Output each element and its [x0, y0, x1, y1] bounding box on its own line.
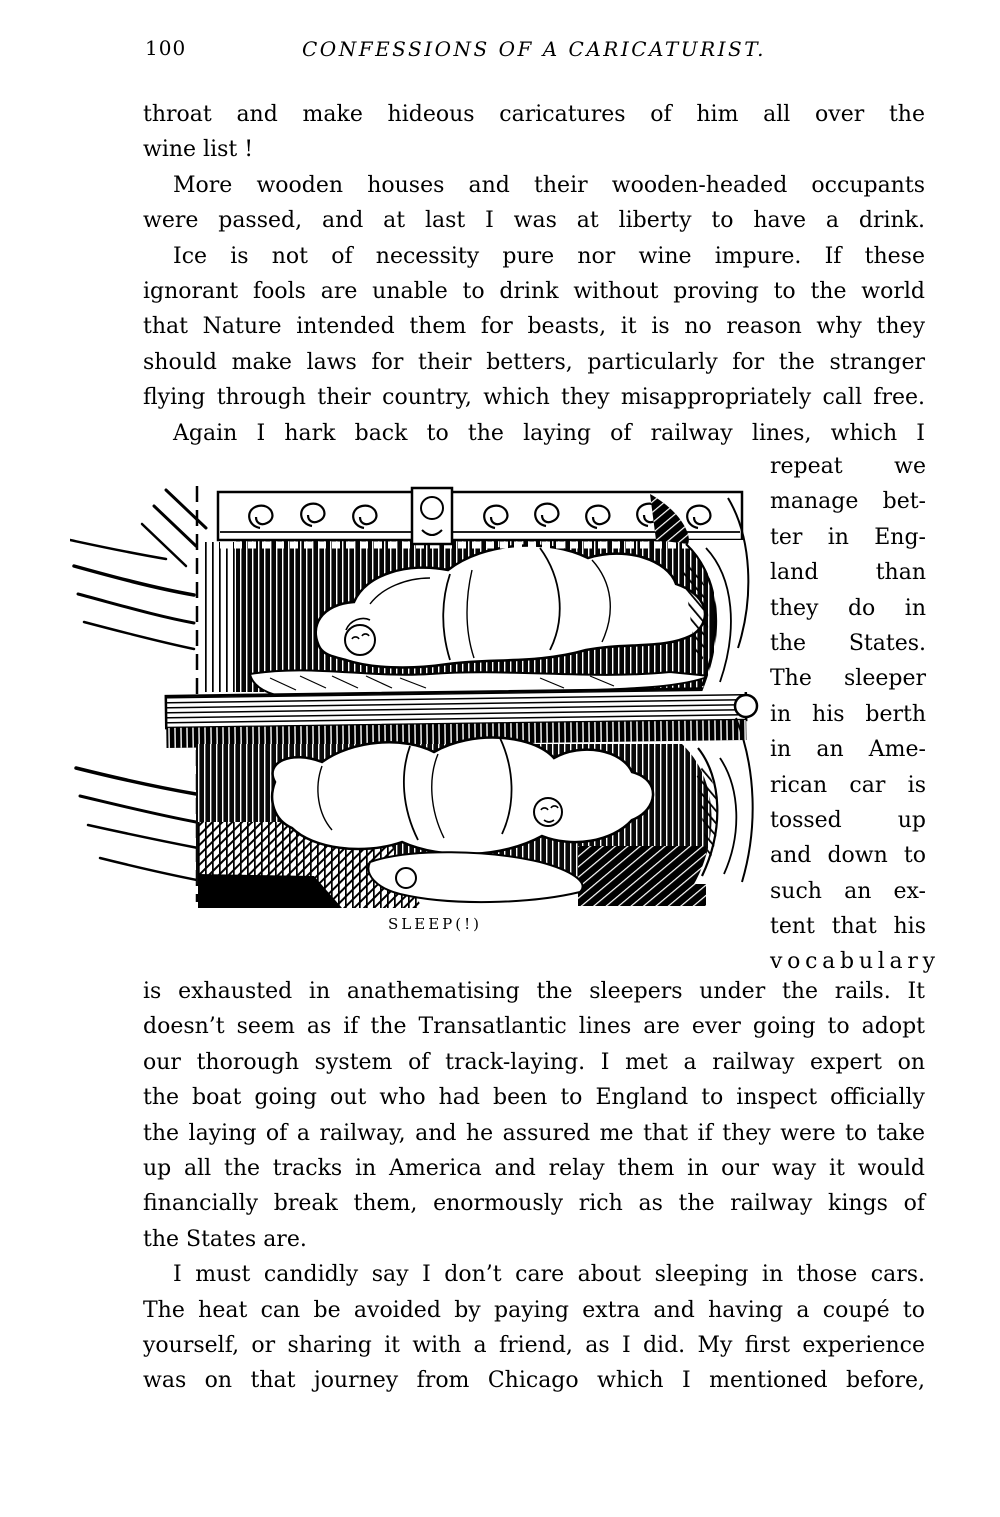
motion-lines	[70, 490, 206, 881]
text-line: manage bet-	[770, 489, 926, 515]
upper-sleeper-face	[345, 625, 375, 655]
text-line: I must candidly say I don’t care about sleeping in those cars.	[173, 1262, 925, 1288]
illustration-figure	[70, 478, 760, 948]
text-line: such an ex-	[770, 878, 926, 904]
text-line: in an Ame-	[770, 737, 926, 763]
text-line: yourself, or sharing it with a friend, as I did. My first experience	[143, 1332, 925, 1358]
berth-divider-plank	[166, 688, 758, 748]
wrap-column	[770, 449, 940, 980]
text-line: throat and make hideous caricatures of him all over the	[143, 102, 925, 127]
text-line: Again I hark back to the laying of railway lines, which I	[173, 420, 925, 446]
text-line: were passed, and at last I was at liberty to have a drink.	[143, 208, 925, 234]
text-line: was on that journey from Chicago which I mentioned before,	[143, 1368, 925, 1394]
text-line: Ice is not of necessity pure nor wine impure. If these	[173, 243, 925, 269]
text-line: should make laws for their betters, particularly for the stranger	[143, 349, 925, 375]
text-line: up all the tracks in America and relay them in our way it would	[143, 1155, 925, 1181]
text-line: the laying of a railway, and he assured me that if they were to take	[143, 1120, 925, 1146]
text-line: the boat going out who had been to England to inspect officially	[143, 1085, 925, 1111]
text-line: financially break them, enormously rich as the railway kings of	[143, 1191, 925, 1217]
text-line: wine list !	[143, 137, 254, 163]
text-line: our thorough system of track-laying. I met a railway expert on	[143, 1049, 925, 1075]
text-line: doesn’t seem as if the Transatlantic lines are ever going to adopt	[143, 1014, 925, 1040]
text-line: that Nature intended them for beasts, it is no reason why they	[143, 314, 925, 340]
text-line: The heat can be avoided by paying extra and having a coupé to	[143, 1297, 925, 1323]
text-line: in his berth	[770, 701, 926, 727]
text-line: the States.	[770, 630, 926, 656]
text-line: rican car is	[770, 772, 926, 798]
text-line: ignorant fools are unable to drink without proving to the world	[143, 278, 925, 304]
text-line: is exhausted in anathematising the sleepers under the rails. It	[143, 979, 925, 1004]
text-line: tossed up	[770, 807, 926, 833]
text-line: land than	[770, 560, 926, 586]
paragraphs-bottom	[143, 974, 925, 1399]
text-line: vocabulary	[770, 949, 940, 975]
text-line: and down to	[770, 843, 926, 869]
page-number: 100	[145, 36, 187, 60]
figure-caption: SLEEP(!)	[388, 915, 482, 933]
left-post-shading	[202, 542, 236, 692]
text-line: The sleeper	[770, 666, 926, 692]
text-line: they do in	[770, 595, 926, 621]
text-line: ter in Eng-	[770, 524, 926, 550]
text-line: tent that his	[770, 914, 926, 940]
text-line: the States are.	[143, 1226, 307, 1252]
running-title: CONFESSIONS OF A CARICATURIST.	[302, 37, 766, 61]
text-line: More wooden houses and their wooden-headed occupants	[173, 172, 925, 198]
paragraphs-top	[143, 97, 925, 451]
sleeper-berth-illustration	[70, 478, 760, 910]
text-line: repeat we	[770, 454, 926, 479]
text-line: flying through their country, which they misappropriately call free.	[143, 385, 925, 411]
